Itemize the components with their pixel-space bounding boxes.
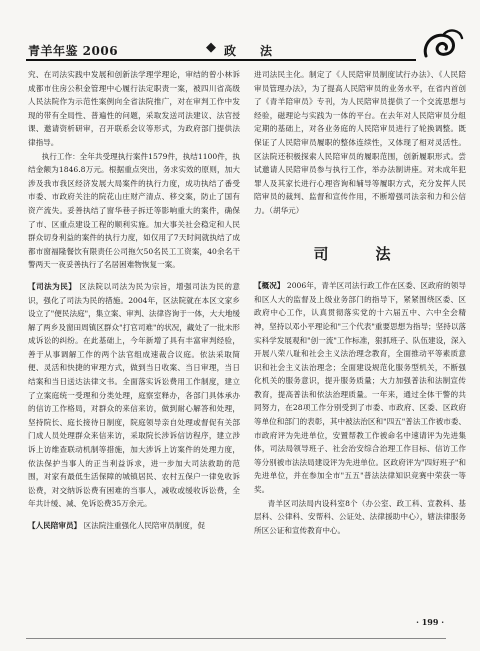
section-name: 政 法: [224, 44, 279, 58]
people-juror-tag: 【人民陪审员】: [28, 521, 82, 530]
justice-for-people-paragraph: [28, 280, 240, 511]
header-rule: [26, 59, 416, 61]
diamond-icon: ◆: [206, 40, 216, 55]
page-header: [0, 0, 480, 64]
overview-paragraph: [254, 279, 466, 497]
yearbook-title: 青羊年鉴 2006: [28, 44, 119, 58]
footer-rule: [26, 638, 446, 639]
bureau-structure-paragraph: 青羊区司法局内设科室8个（办公室、政工科、宣教科、基层科、公律科、安帮科、公证处、法律援助中心），辖法律服务所区公证和宣传教育中心。: [254, 498, 466, 535]
enforcement-paragraph-end: 究、在司法实践中发展和创新法学理学理论，审结的曾小林诉成都市住房公积金管理中心履行法定职责一案，被四川省高级人民法院作为示范性案例向全省法院推广，对在审判工作中发现的带有全局性、普遍性的问题，采取发送司法建议、法官授课、邀请资析研审，召开联系会议等形式，为政府部门提供法律指导。: [28, 70, 240, 147]
spiral-logo-icon: [420, 26, 464, 62]
juror-continued-paragraph: 进司法民主化。制定了《人民陪审员制度试行办法》、《人民陪审员管理办法》，为了提高人民陪审员的业务水平，在省内首创了《青羊陪审员》专刊，为人民陪审员提供了一个交流思想与经验，磁理论与实践为一体的平台。在去年对人民陪审员分组定期的基础上，对各业务庭的人民陪审员进行了轮换调整。既保证了人民陪审员履职的整体连续性，又体现了相对灵活性。区法院还积极探索人民陪审员的履职范围，创新履职形式。尝试邀请人民陪审员参与执行工作，举办法制讲座。对未成年犯罪人及其家长进行心理咨询和辅导等履职方式，充分发挥人民陪审员的裁判、监督和宣传作用，不断增强司法亲和力和公信力。（胡华元）: [254, 70, 466, 215]
overview-tag: 【概况】: [254, 281, 285, 291]
execution-work-paragraph: 执行工作：全年共受理执行案件1579件，执结1100件，执结金额为1846.8万元。根据重点突出，务求实效的原则，加大涉及我市我区经济发展大局案件的执行力度，成功执结了番受市委、市政府关注的院花山庄财产清点、移交案，防止了国有资产流失。妥善执结了窗华巷子拆迁等影响重大的案件，确保了市、区重点建设工程的顺利实施。加大事关社会稳定和人民群众切身利益的案件的执行力度，如仅用了7天时间就执结了成都市窗福隆餐饮有限责任公司拖欠50名民工工资案，40余名干警两天一夜妥善执行了名居困难物恢复一案。: [28, 151, 240, 270]
left-column: [28, 68, 240, 533]
justice-for-people-text: 区法院以司法为民为宗旨，增强司法为民的意识，强化了司法为民的措施。2004年，区法院就在本区文家乡设立了"便民法庭"，集立案、审判、法律咨询于一体，大大地缓解了两乡及窗田周镇区群众"打官司难"的状况，藏处了一批未形成诉讼的纠纷。在此基础上，今年新增了具有丰富审判经验，善于从事调解工作的两个法官组成速裁合议庭。依法采取简便、灵活和快捷的审理方式，做到当日收案、当日审理，当日结案和当日送达法律文书。全面落实诉讼费用工作制度，建立了立案庭统一受理和分类处理，庭察室释办，各部门具体承办的信访工作格局，对群众的来信来访，做到耐心解答和处理，坚持院长、庭长接待日制度，院庭领导亲自处理或督促有关部门成人员处理群众来信来访，采取院长涉诉信访程序，建立涉诉上访维查联动机制等措施，加大涉诉上访案件的处理力度，依法保护当事人的正当利益诉求，进一步加大司法救助的范围，对家有最低生活保障的城镇居民、农村五保户一律免收诉讼费，对交纳诉讼费有困难的当事人，减收或缓收诉讼费，全年共计缓、减、免诉讼费35万余元。: [28, 281, 241, 509]
people-juror-text: 区法院注重强化人民陪审员制度，促: [83, 521, 206, 530]
overview-text: 2006年，青羊区司法行政工作在区委、区政府的领导和区人大的监督及上级业务部门的指导下，紧紧围绕区委、区政府中心工作，认真贯彻落实党的十六届五中、六中全会精神，坚持以邓小平理论和"三个代表"重要思想为指导；坚持以落实科学发展观和"创一流"工作标准，狠抓班子、队伍建设，深入开展八荣八耻和社会主义法治理念教育，全面推动平等素质意识和社会主义法治理念；全面建设规范化服务型机关，不断强化机关的服务意识，提升服务质量；大力加强普法和法制宣传教育，提高普法和依法治理质量。一年来，通过全体干警的共同努力，在28项工作分别受到了市委、市政府、区委、区政府等单位和部门的表彰，其中被法治区和"四五"普法工作被市委、市政府评为先进单位，安置帮教工作被命名中速请评为先进集体，司法局领导班子、社会治安综合治理工作目标、信访工作等分别被市法法局建设评为先进单位。区政府评为"四好班子"和先进单位，并在参加全市"五五"普法法律知识竞赛中荣获一等奖。: [254, 281, 467, 495]
right-column: [254, 68, 466, 537]
page-number: · 199 ·: [416, 617, 444, 627]
section-title-judicial: 司 法: [313, 244, 407, 263]
justice-for-people-tag: 【司法为民】: [28, 281, 77, 291]
people-juror-paragraph: [28, 519, 240, 533]
